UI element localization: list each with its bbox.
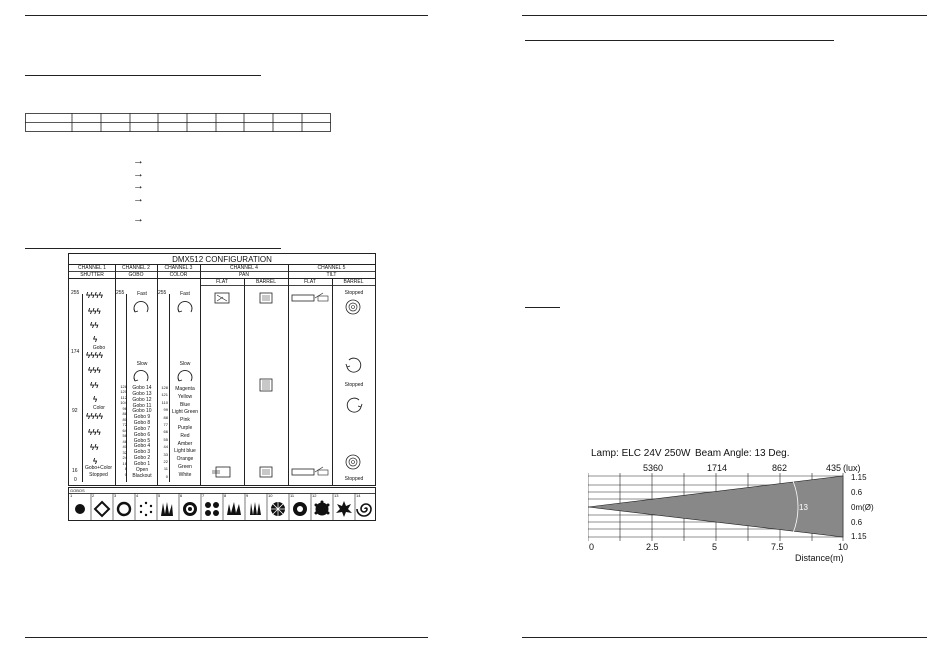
- beam-right-label: 1.15: [851, 532, 867, 541]
- gobo-tick: 128: [120, 384, 127, 389]
- gobo-strip-label: GOBOS: [70, 488, 85, 493]
- color-tick: 110: [161, 399, 168, 405]
- gobo-7-icon: [205, 502, 219, 516]
- gobo-tick: 40: [122, 444, 127, 450]
- color-item: Pink: [180, 417, 190, 424]
- gobo-item: Gobo 1: [133, 460, 151, 467]
- shutter-tick: 92: [72, 408, 78, 414]
- color-tick: 66: [163, 429, 168, 435]
- gobo-number: 3: [114, 493, 117, 498]
- beam-lamp-label: Lamp: ELC 24V 250W: [591, 448, 691, 459]
- tilt-stopped-label-3: Stopped: [344, 476, 364, 482]
- shutter-color-label: Color: [93, 405, 105, 411]
- pan-flat-top-icon: [214, 292, 232, 304]
- gobo-number: 11: [290, 493, 295, 498]
- tilt-flat-top-icon: [291, 292, 331, 304]
- color-item: Light Green: [171, 409, 199, 416]
- rotate-fast-icon: [176, 299, 194, 317]
- section-rule-1: [25, 75, 261, 76]
- pan-barrel-top-icon: [259, 292, 273, 304]
- ch1-label: CHANNEL 1: [78, 265, 106, 271]
- gobo-fast-label: Fast: [137, 291, 147, 297]
- color-tick: 99: [163, 407, 168, 413]
- gobo-8-icon: [227, 502, 241, 515]
- gobo-14-icon: [357, 504, 371, 516]
- color-tick: 88: [163, 414, 168, 420]
- gobo-number: 10: [268, 493, 273, 498]
- bottom-rule-left: [25, 637, 428, 638]
- color-item: Yellow: [177, 393, 193, 400]
- gobo-scale-top: 255: [116, 290, 125, 296]
- gobo-item: Gobo 2: [133, 455, 151, 462]
- ch3-label: CHANNEL 3: [164, 265, 193, 271]
- tilt-stopped-label: Stopped: [344, 290, 364, 296]
- beam-right-label: 0m(Ø): [851, 503, 874, 512]
- gobo-item: Gobo 10: [132, 408, 152, 415]
- gobo-number: 1: [70, 493, 73, 498]
- pan-flat-header: FLAT: [216, 279, 228, 285]
- dmx-config-table: [68, 253, 376, 486]
- beam-angle-label: Beam Angle: 13 Deg.: [695, 448, 790, 459]
- strobe-icon: ϟϟϟ: [88, 366, 101, 375]
- gobo-13-icon: [336, 501, 352, 517]
- beam-right-label: 0.6: [851, 518, 863, 527]
- color-item: Magenta: [175, 386, 195, 392]
- strobe-icon: ϟϟϟ: [88, 307, 101, 316]
- lux-value: 435: [826, 463, 842, 473]
- shutter-stopped-label: Stopped: [89, 472, 108, 478]
- gobo-tick: 8: [124, 466, 127, 472]
- gobo-number: 9: [246, 493, 249, 498]
- strobe-icon: ϟ: [93, 457, 98, 466]
- gobo-5-icon: [161, 502, 173, 516]
- gobo-item: Gobo 7: [133, 425, 151, 432]
- gobo-3-icon: [118, 503, 130, 515]
- beam-right-label: 0.6: [851, 488, 863, 497]
- arrow-right-icon: →: [133, 193, 144, 205]
- strobe-icon: ϟ: [93, 335, 98, 344]
- gobo-tick: 72: [122, 422, 127, 428]
- strobe-icon: ϟϟϟϟ: [86, 291, 103, 300]
- color-tick: 121: [161, 392, 168, 398]
- ch2-label: CHANNEL 2: [122, 265, 150, 271]
- lux-value: 5360: [643, 463, 664, 473]
- color-tick: 0: [165, 473, 168, 479]
- x-tick-label: 5: [712, 542, 718, 552]
- color-item: Amber: [177, 440, 193, 447]
- gobo-item: Gobo 6: [133, 431, 151, 438]
- ch5-function: TILT: [326, 272, 337, 278]
- gobo-number: 12: [312, 493, 317, 498]
- pan-barrel-mid-icon: [259, 378, 273, 392]
- ch3-function: COLOR: [169, 272, 188, 278]
- gobo-tick: 56: [122, 433, 127, 439]
- gobo-item: Gobo 8: [133, 420, 151, 427]
- gobo-item: Gobo 11: [132, 402, 152, 409]
- gobo-tick: 0: [124, 471, 127, 477]
- spiral-stopped-icon: [344, 298, 362, 316]
- gobo-tick: 32: [122, 449, 127, 455]
- x-tick-label: 7.5: [771, 542, 784, 552]
- gobo-number: 4: [136, 493, 139, 498]
- lux-value: 862: [772, 463, 788, 473]
- rotate-slow-icon: [176, 368, 194, 386]
- color-tick: 44: [163, 444, 168, 450]
- gobo-tick: 120: [120, 389, 127, 395]
- arrow-right-icon: →: [133, 155, 144, 167]
- gobo-item: Gobo 12: [132, 396, 152, 403]
- ch4-function: PAN: [239, 272, 249, 278]
- pan-barrel-bottom-icon: [259, 466, 273, 478]
- shutter-tick: 255: [71, 290, 80, 296]
- shutter-tick: 174: [71, 349, 80, 355]
- color-item: Blue: [179, 401, 190, 408]
- shutter-gobo-label: Gobo: [92, 345, 106, 351]
- beam-right-label: 1.15: [851, 473, 867, 482]
- gobo-slow-label: Slow: [136, 361, 148, 367]
- tilt-stopped-label-2: Stopped: [344, 382, 364, 388]
- color-tick: 33: [163, 451, 168, 457]
- color-tick: 22: [163, 459, 168, 465]
- ch4-label: CHANNEL 4: [230, 265, 258, 271]
- color-scale-top: 255: [158, 290, 167, 296]
- gobo-number: 2: [92, 493, 95, 498]
- ch2-function: GOBO: [128, 272, 144, 278]
- strobe-icon: ϟϟϟ: [88, 428, 101, 437]
- strobe-icon: ϟϟ: [90, 381, 99, 390]
- arrow-right-icon: →: [133, 180, 144, 192]
- pan-flat-bottom-icon: [212, 466, 232, 478]
- strobe-icon: ϟϟϟϟ: [86, 351, 103, 360]
- gobo-11-icon: [293, 502, 307, 516]
- gobo-item: Gobo 13: [132, 390, 152, 397]
- shutter-tick: 16: [72, 468, 78, 474]
- section-rule-3: [525, 40, 834, 41]
- section-rule-2: [25, 248, 281, 249]
- rotate-slow-icon: [132, 368, 150, 386]
- gobo-item: Gobo 9: [133, 414, 151, 421]
- strobe-icon: ϟ: [93, 395, 98, 404]
- rotate-cw-icon: [344, 396, 364, 416]
- gobo-number: 7: [202, 493, 205, 498]
- lux-unit: (lux): [843, 463, 861, 473]
- gobo-number: 5: [158, 493, 161, 498]
- shutter-tick: 0: [74, 477, 77, 483]
- gobo-strip: [68, 487, 376, 521]
- gobo-9-icon: [250, 502, 261, 515]
- gobo-tick: 24: [122, 455, 127, 461]
- gobo-2-icon: [95, 502, 109, 516]
- color-tick: 55: [163, 436, 168, 442]
- color-fast-label: Fast: [180, 291, 190, 297]
- gobo-tick: 96: [122, 405, 127, 411]
- ch5-label: CHANNEL 5: [317, 265, 346, 271]
- color-tick: 77: [163, 422, 168, 428]
- color-item: Red: [180, 432, 190, 439]
- color-tick: 128: [161, 385, 168, 390]
- gobo-item: Blackout: [132, 472, 152, 479]
- gobo-number: 6: [180, 493, 183, 498]
- top-rule-right: [522, 15, 927, 16]
- top-rule-left: [25, 15, 428, 16]
- x-tick-label: 10: [838, 542, 849, 552]
- strobe-icon: ϟϟ: [90, 321, 99, 330]
- gobo-item: Gobo 5: [133, 437, 151, 444]
- gobo-4-icon: [140, 502, 152, 516]
- gobo-6-icon: [183, 502, 197, 516]
- gobo-item: Gobo 4: [133, 443, 151, 450]
- beam-angle-mark: 13: [799, 503, 808, 512]
- pan-barrel-header: BARREL: [255, 279, 276, 285]
- color-item: Green: [178, 463, 192, 470]
- gobo-tick: 104: [120, 400, 127, 406]
- gobo-tick: 80: [122, 416, 127, 422]
- tilt-flat-header: FLAT: [304, 279, 316, 285]
- section-rule-4: [525, 307, 560, 308]
- gobo-item: Open: [135, 466, 149, 473]
- lux-value: 1714: [707, 463, 728, 473]
- color-item: White: [178, 471, 192, 478]
- shutter-gobo-color-label: Gobo+Color: [84, 465, 113, 471]
- color-item: Purple: [177, 424, 193, 431]
- x-tick-label: 0: [589, 542, 595, 552]
- color-tick: 11: [163, 466, 168, 472]
- gobo-item: Gobo 3: [133, 449, 151, 456]
- gobo-tick: 88: [122, 411, 127, 417]
- gobo-number: 8: [224, 493, 227, 498]
- strobe-icon: ϟϟϟϟ: [86, 412, 103, 421]
- gobo-12-icon: [315, 501, 330, 516]
- rotate-ccw-icon: [344, 356, 364, 376]
- tilt-flat-bottom-icon: [291, 466, 331, 478]
- tilt-barrel-header: BARREL: [343, 279, 364, 285]
- color-item: Orange: [176, 456, 194, 463]
- gobo-10-icon: [271, 502, 285, 516]
- arrow-right-icon: →: [133, 213, 144, 225]
- gobo-number: 14: [356, 493, 361, 498]
- gobo-tick: 64: [122, 427, 127, 433]
- ch1-function: SHUTTER: [80, 272, 104, 278]
- color-item: Light blue: [174, 448, 196, 455]
- dmx-title: DMX512 CONFIGURATION: [172, 255, 272, 264]
- gobo-number: 13: [334, 493, 339, 498]
- arrow-right-icon: →: [133, 168, 144, 180]
- gobo-tick: 16: [122, 460, 127, 466]
- gobo-item: Gobo 14: [132, 385, 152, 391]
- strobe-icon: ϟϟ: [90, 443, 99, 452]
- bottom-rule-right: [522, 637, 927, 638]
- rotate-fast-icon: [132, 299, 150, 317]
- x-tick-label: 2.5: [646, 542, 659, 552]
- gobo-1-icon: [75, 504, 85, 514]
- color-slow-label: Slow: [179, 361, 191, 367]
- beam-diagram: [588, 473, 850, 541]
- small-table: [25, 113, 332, 133]
- x-axis-label: Distance(m): [795, 553, 844, 563]
- gobo-tick: 112: [120, 394, 127, 400]
- spiral-stopped-icon: [344, 453, 362, 471]
- gobo-tick: 48: [122, 438, 127, 444]
